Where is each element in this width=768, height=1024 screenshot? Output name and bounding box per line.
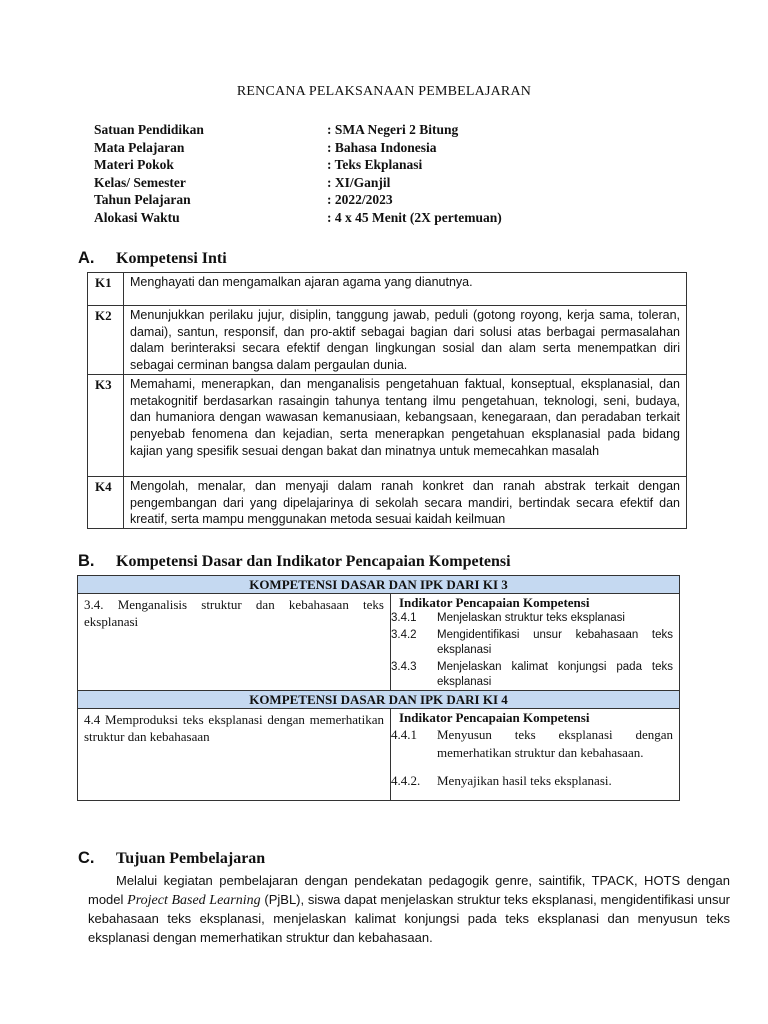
section-letter: C. — [78, 849, 95, 867]
meta-label: Satuan Pendidikan — [94, 122, 204, 137]
ipk-title: Indikator Pencapaian Kompetensi — [399, 595, 590, 610]
table-header-row — [78, 691, 680, 709]
document-title: RENCANA PELAKSANAAN PEMBELAJARAN — [236, 84, 532, 99]
ipk-text: Menjelaskan kalimat konjungsi pada teks eksplanasi — [437, 661, 673, 688]
section-c-heading — [78, 849, 265, 868]
ipk-text: Mengidentifikasi unsur kebahasaan teks eksplanasi — [437, 629, 673, 656]
meta-value: : Bahasa Indonesia — [327, 139, 437, 155]
section-a-heading — [78, 249, 227, 268]
table-row — [78, 709, 680, 801]
ki-text: Menghayati dan mengamalkan ajaran agama yang dianutnya. — [124, 273, 687, 306]
ki-code: K1 — [88, 273, 124, 306]
section-b-heading — [78, 552, 511, 571]
ki-text: Memahami, menerapkan, dan menganalisis pengetahuan faktual, konseptual, eksplanasial, dan metakognitif berdasarkan rasaingin tahunya tentang ilmu pengetahuan, teknologi, seni, budaya, dan humaniora dengan wawasan kemanusiaan, kebangsaan, kenegaraan, dan peradaban terkait penyebab fenomena dan kejadian, serta menerapkan pengetahuan eksplanasial pada bidang kajian yang spesifik sesuai dengan bakat dan minatnya untuk memecahkan masalah — [124, 374, 687, 476]
kd-text: 3.4. Menganalisis struktur dan kebahasaan teks eksplanasi — [78, 594, 391, 691]
meta-label: Kelas/ Semester — [94, 174, 186, 190]
ipk-cell — [391, 594, 680, 691]
table-row — [78, 594, 680, 691]
ipk-text: Menyusun teks eksplanasi dengan memerhatikan struktur dan kebahasaan. — [437, 727, 673, 760]
kd-header-cell: KOMPETENSI DASAR DAN IPK DARI KI 3 — [78, 576, 680, 594]
ipk-number: 3.4.2 — [391, 629, 417, 641]
kd-text: 4.4 Memproduksi teks eksplanasi dengan memerhatikan struktur dan kebahasaan — [78, 709, 391, 801]
tujuan-model-name: Project Based Learning — [127, 892, 261, 908]
ki-code: K4 — [88, 476, 124, 528]
ipk-title: Indikator Pencapaian Kompetensi — [399, 710, 590, 725]
list-item — [391, 628, 673, 658]
kompetensi-dasar-table — [77, 575, 680, 801]
ipk-cell — [391, 709, 680, 801]
identity-block — [94, 121, 502, 227]
meta-value: : 2022/2023 — [327, 192, 393, 208]
table-row — [88, 273, 687, 306]
ipk-text: Menyajikan hasil teks eksplanasi. — [437, 773, 612, 788]
meta-label: Tahun Pelajaran — [94, 192, 191, 208]
section-title: Kompetensi Dasar dan Indikator Pencapaian Kompetensi — [116, 553, 511, 570]
section-title: Tujuan Pembelajaran — [116, 850, 266, 867]
tujuan-text-2: (PjBL), siswa dapat menjelaskan struktur teks eksplanasi, mengidentifikasi unsur kebahasaan teks eksplanasi, menjelaskan kalimat konjungsi pada teks eksplanasi dan menyusun teks eksplanasi dengan memerhatikan struktur dan kebahasaan. — [88, 891, 730, 945]
list-item — [391, 611, 673, 626]
meta-value: : 4 x 45 Menit (2X pertemuan) — [327, 209, 502, 225]
meta-label: Mata Pelajaran — [94, 139, 185, 155]
kompetensi-inti-table — [87, 272, 687, 529]
ipk-number: 3.4.1 — [391, 612, 417, 624]
list-item — [391, 660, 673, 690]
kd-header-cell: KOMPETENSI DASAR DAN IPK DARI KI 4 — [78, 691, 680, 709]
tujuan-text-1: Melalui kegiatan pembelajaran dengan pendekatan pedagogik genre, saintifik, TPACK, HOTS dengan model — [88, 873, 730, 907]
meta-row — [94, 209, 502, 227]
meta-value: : Teks Ekplanasi — [327, 157, 423, 173]
ipk-number: 4.4.1 — [391, 727, 417, 742]
ki-code: K2 — [88, 306, 124, 375]
meta-label: Alokasi Waktu — [94, 209, 180, 225]
meta-row — [94, 174, 502, 192]
ki-text: Mengolah, menalar, dan menyaji dalam ranah konkret dan ranah abstrak terkait dengan pengembangan dari yang dipelajarinya di sekolah secara mandiri, bertindak secara efektif dan kreatif, serta mampu menggunakan metoda sesuai kaidah keilmuan — [124, 476, 687, 528]
section-letter: A. — [78, 249, 95, 267]
ki-text: Menunjukkan perilaku jujur, disiplin, tanggung jawab, peduli (gotong royong, kerja sama, toleran, damai), santun, responsif, dan pro-aktif sebagai bagian dari solusi atas berbagai permasalahan dalam berinteraksi secara efektif dengan lingkungan sosial dan alam serta menempatkan diri sebagai cerminan bangsa dalam pergaulan dunia. — [124, 306, 687, 375]
meta-row — [94, 191, 502, 209]
ipk-number: 4.4.2. — [391, 773, 421, 788]
meta-row — [94, 139, 502, 157]
tujuan-paragraph — [88, 872, 730, 947]
section-title: Kompetensi Inti — [116, 250, 227, 267]
section-letter: B. — [78, 552, 95, 570]
table-row — [88, 374, 687, 476]
list-item — [391, 772, 673, 790]
ki-code: K3 — [88, 374, 124, 476]
list-item — [391, 726, 673, 762]
meta-value: : SMA Negeri 2 Bitung — [327, 122, 459, 137]
meta-row — [94, 156, 502, 174]
ipk-text: Menjelaskan struktur teks eksplanasi — [437, 612, 625, 624]
ipk-number: 3.4.3 — [391, 661, 417, 673]
meta-label: Materi Pokok — [94, 157, 174, 173]
meta-value: : XI/Ganjil — [327, 174, 391, 190]
meta-row — [94, 121, 502, 139]
table-header-row — [78, 576, 680, 594]
table-row — [88, 476, 687, 528]
table-row — [88, 306, 687, 375]
